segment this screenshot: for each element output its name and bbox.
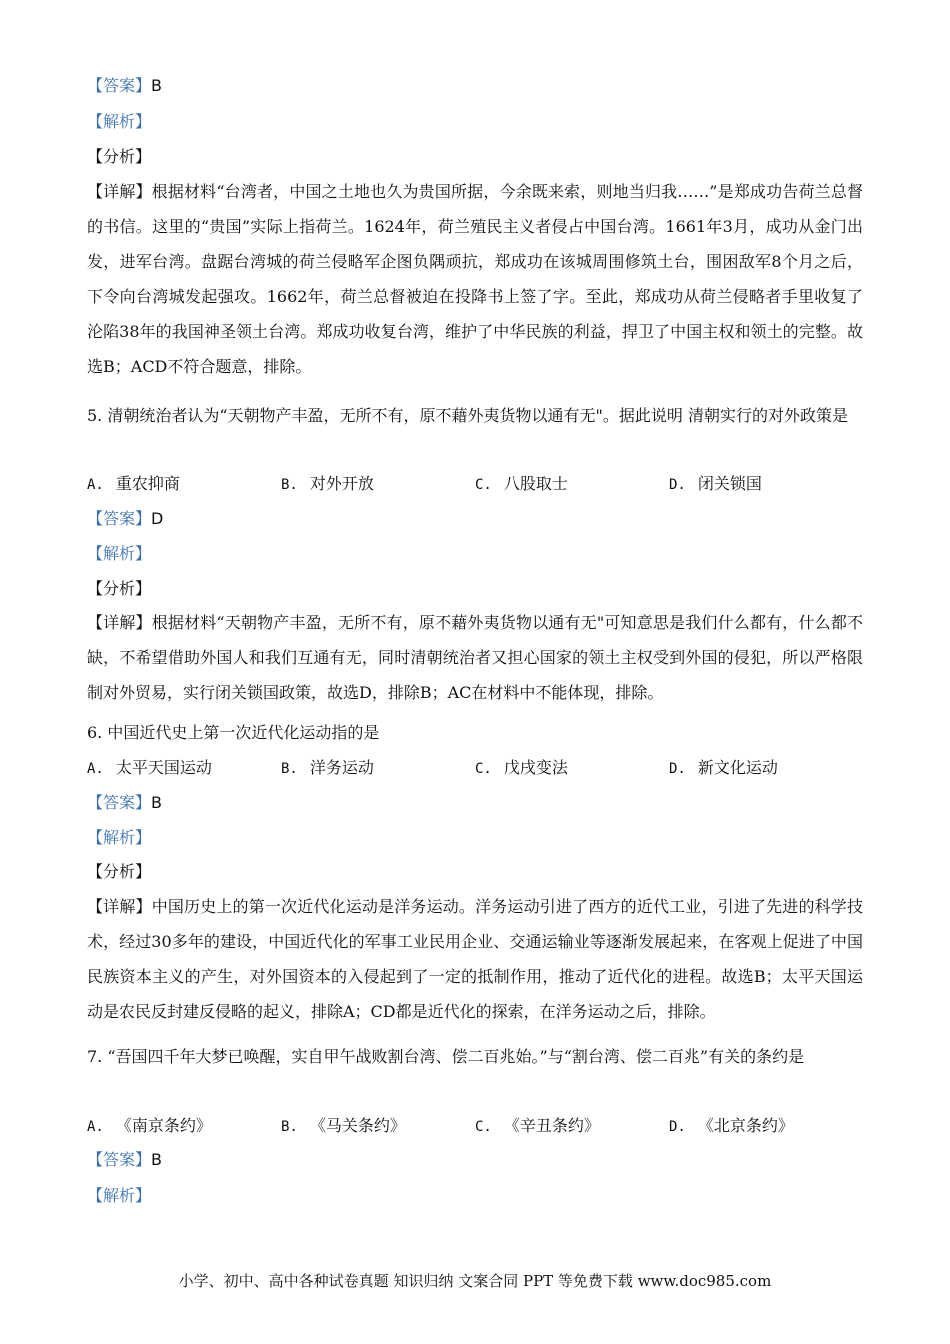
q7-answer [87, 1150, 867, 1170]
option-a[interactable]: A. 太平天国运动 [87, 758, 212, 777]
option-a[interactable]: A. 《南京条约》 [87, 1116, 212, 1135]
q4-fenxi-label: 【分析】 [87, 147, 152, 166]
detail-text: 根据材料“台湾者，中国之土地也久为贵国所据，今余既来索，则地当归我……”是郑成功告荷兰总督的书信。这里的“贵国”实际上指荷兰。1624年，荷兰殖民主义者侵占中国台湾。1661年3月，成功从金门出发，进军台湾。盘踞台湾城的荷兰侵略军企图负隅顽抗，郑成功在该城周围修筑土台，围困敌军8个月之后，下令向台湾城发起强攻。1662年，荷兰总督被迫在投降书上签了字。至此，郑成功从荷兰侵略者手里收复了沦陷38年的我国神圣领土台湾。郑成功收复台湾，维护了中华民族的利益，捍卫了中国主权和领土的完整。故选B；ACD不符合题意，排除。 [87, 182, 863, 376]
q5-answer [87, 509, 867, 529]
q4-analysis-label: 【解析】 [87, 112, 152, 131]
answer-label: 【答案】 [87, 1150, 152, 1169]
detail-text: 根据材料“天朝物产丰盈，无所不有，原不藉外夷货物以通有无"可知意思是我们什么都有，什么都不缺，不希望借助外国人和我们互通有无，同时清朝统治者又担心国家的领土主权受到外国的侵犯，所以严格限制对外贸易，实行闭关锁国政策，故选D，排除B；AC在材料中不能体现，排除。 [87, 613, 863, 702]
page-footer: 小学、初中、高中各种试卷真题 知识归纳 文案合同 PPT 等免费下载 www.doc985.com [178, 1272, 772, 1290]
q6-detail [87, 889, 863, 1029]
answer-value: B [151, 76, 162, 95]
q4-detail [87, 174, 863, 384]
answer-label: 【答案】 [87, 793, 152, 812]
q7-options [87, 1116, 867, 1138]
option-d[interactable]: D. 闭关锁国 [669, 474, 762, 493]
option-c[interactable]: C. 八股取士 [475, 474, 568, 493]
detail-label: 【详解】 [87, 897, 152, 916]
option-d[interactable]: D. 《北京条约》 [669, 1116, 794, 1135]
option-b[interactable]: B. 对外开放 [281, 474, 374, 493]
q5-analysis-label: 【解析】 [87, 544, 152, 563]
q5-detail [87, 605, 863, 710]
detail-text: 中国历史上的第一次近代化运动是洋务运动。洋务运动引进了西方的近代工业，引进了先进的科学技术，经过30多年的建设，中国近代化的军事工业民用企业、交通运输业等逐渐发展起来，在客观上促进了中国民族资本主义的产生，对外国资本的入侵起到了一定的抵制作用，推动了近代化的进程。故选B；太平天国运动是农民反封建反侵略的起义，排除A；CD都是近代化的探索，在洋务运动之后，排除。 [87, 897, 863, 1021]
answer-value: B [151, 793, 162, 812]
q7-question: 7. “吾国四千年大梦已唤醒，实自甲午战败割台湾、偿二百兆始。”与“割台湾、偿二百兆”有关的条约是 [87, 1047, 805, 1066]
option-d[interactable]: D. 新文化运动 [669, 758, 778, 777]
answer-value: D [151, 509, 164, 528]
answer-label: 【答案】 [87, 76, 152, 95]
option-c[interactable]: C. 《辛丑条约》 [475, 1116, 600, 1135]
option-c[interactable]: C. 戊戌变法 [475, 758, 568, 777]
q6-question: 6. 中国近代史上第一次近代化运动指的是 [87, 723, 380, 742]
q7-analysis-label: 【解析】 [87, 1186, 152, 1205]
option-b[interactable]: B. 《马关条约》 [281, 1116, 406, 1135]
q5-question: 5. 清朝统治者认为“天朝物产丰盈，无所不有，原不藉外夷货物以通有无"。据此说明 清朝实行的对外政策是 [87, 406, 848, 425]
q6-answer [87, 793, 867, 813]
answer-label: 【答案】 [87, 509, 152, 528]
answer-value: B [151, 1150, 162, 1169]
option-a[interactable]: A. 重农抑商 [87, 474, 180, 493]
detail-label: 【详解】 [87, 613, 152, 632]
q4-answer [87, 76, 867, 96]
option-b[interactable]: B. 洋务运动 [281, 758, 374, 777]
q6-analysis-label: 【解析】 [87, 828, 152, 847]
q6-fenxi-label: 【分析】 [87, 862, 152, 881]
detail-label: 【详解】 [87, 182, 152, 201]
q5-options [87, 474, 867, 496]
q5-fenxi-label: 【分析】 [87, 579, 152, 598]
q6-options [87, 758, 867, 780]
